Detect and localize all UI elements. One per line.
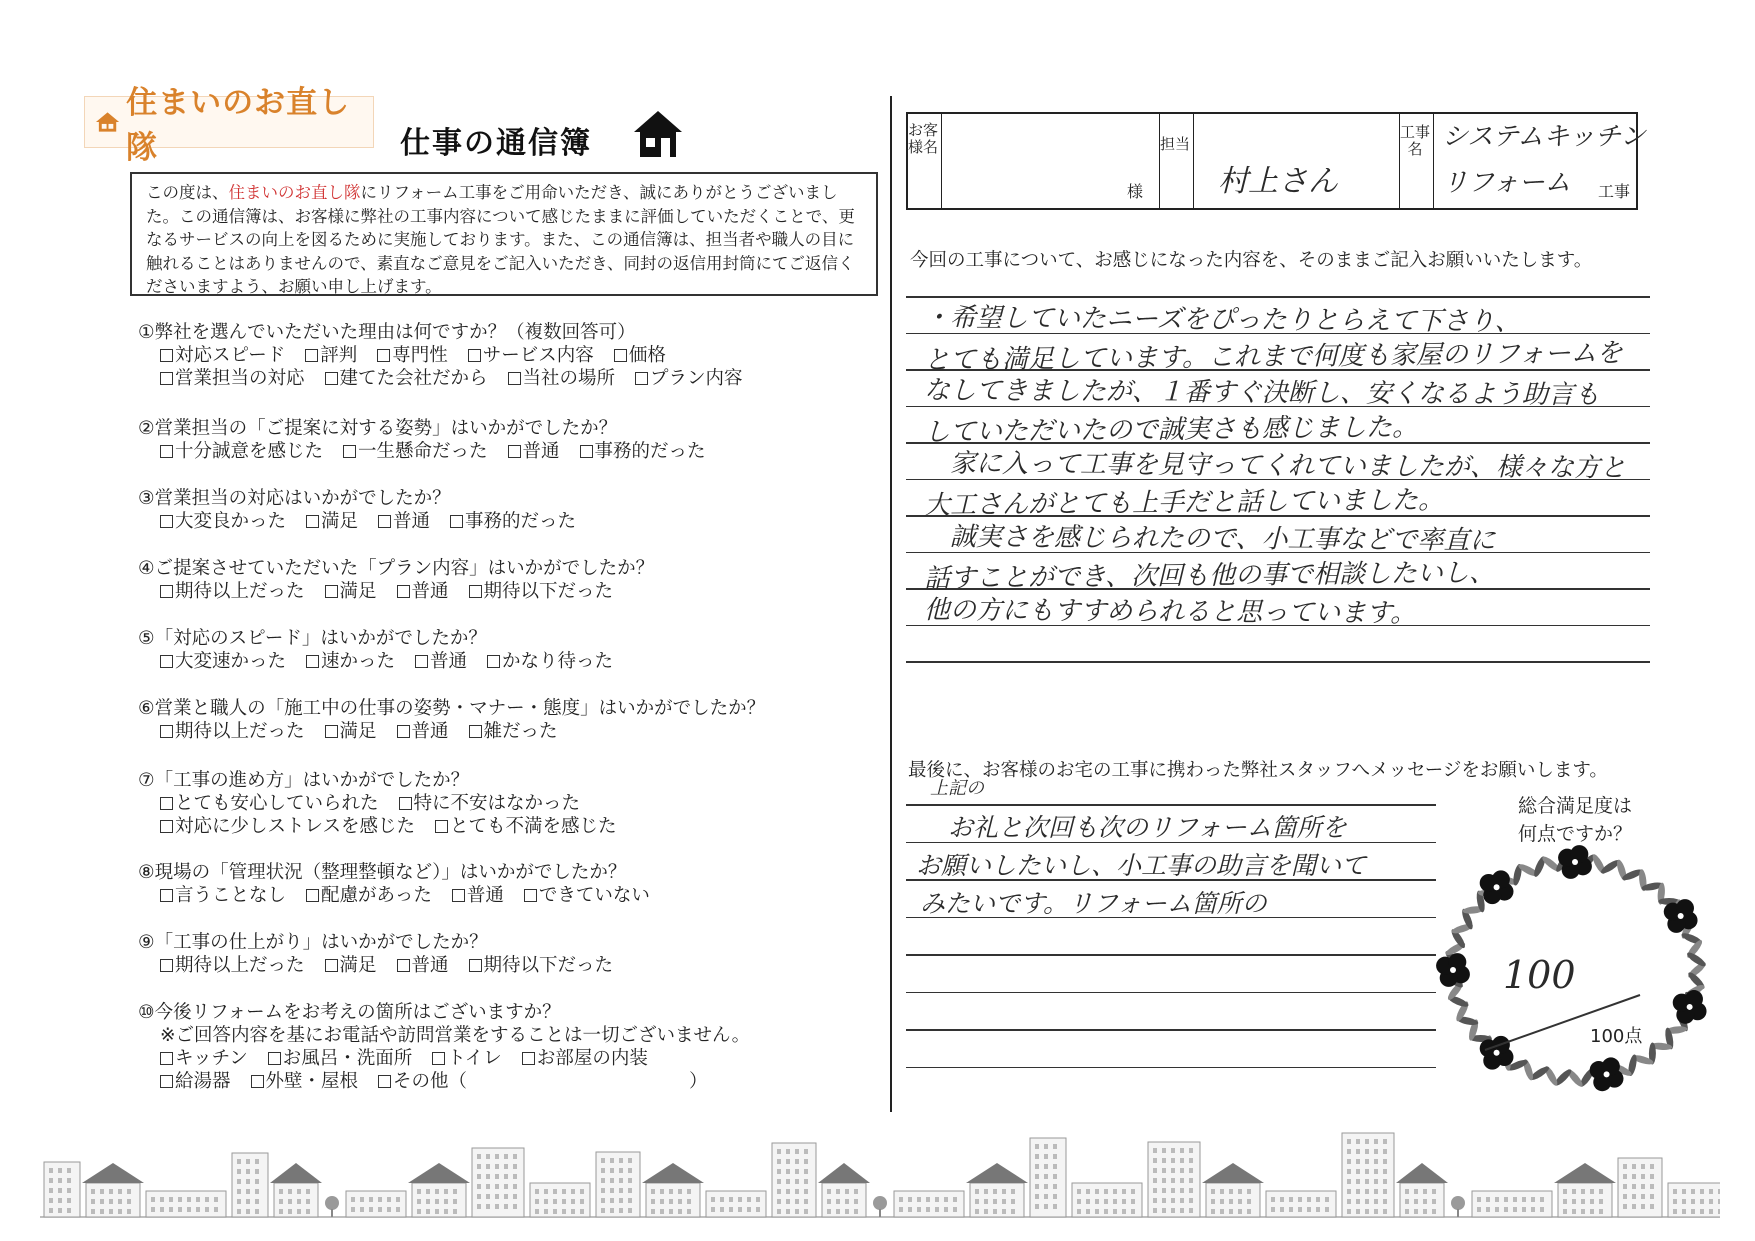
option-label: 事務的だった [594, 441, 706, 462]
option-checkbox[interactable] [325, 951, 377, 977]
option-label: 普通 [411, 581, 449, 602]
checkbox-icon[interactable] [397, 725, 410, 738]
option-row [160, 364, 763, 390]
staff-name-cell[interactable] [1194, 114, 1400, 208]
satisfaction-wreath[interactable] [1425, 840, 1725, 1100]
option-label: 特に不安はなかった [413, 793, 581, 814]
checkbox-icon[interactable] [160, 655, 173, 668]
option-row [160, 507, 596, 533]
house-icon [632, 108, 684, 160]
wreath-flower [1558, 845, 1592, 879]
checkbox-icon[interactable] [415, 655, 428, 668]
checkbox-icon[interactable] [306, 889, 319, 902]
question-2: ②営業担当の「ご提案に対する姿勢」はいかがでしたか？ [138, 418, 618, 439]
question-8: ⑧現場の「管理状況（整理整頓など）」はいかがでしたか？ [138, 862, 627, 883]
checkbox-icon[interactable] [522, 1052, 535, 1065]
option-label: サービス内容 [482, 345, 594, 366]
option-checkbox[interactable] [397, 951, 449, 977]
option-checkbox[interactable] [635, 364, 743, 390]
checkbox-icon[interactable] [160, 1052, 173, 1065]
staff-label-cell [1160, 114, 1194, 208]
option-row [160, 951, 633, 977]
checkbox-icon[interactable] [435, 820, 448, 833]
option-checkbox[interactable] [160, 507, 286, 533]
message-line: 上記の [930, 778, 984, 799]
page-title: 仕事の通信簿 [400, 126, 592, 161]
option-checkbox[interactable] [306, 647, 395, 673]
option-checkbox[interactable] [343, 437, 488, 463]
option-label: 外壁・屋根 [265, 1071, 359, 1092]
option-label: 大変速かった [175, 651, 287, 672]
option-label: 評判 [320, 345, 358, 366]
option-label: お部屋の内装 [536, 1048, 648, 1069]
option-label: 満足 [321, 511, 359, 532]
option-label: 期待以上だった [175, 721, 305, 742]
option-label: 事務的だった [465, 511, 577, 532]
building-icon [1472, 1191, 1552, 1217]
option-checkbox[interactable] [160, 717, 305, 743]
comment-line: なしてきましたが、１番すぐ決断し、安くなるよう助言も [923, 375, 1601, 411]
option-label: 普通 [393, 511, 431, 532]
option-label: 普通 [411, 721, 449, 742]
checkbox-icon[interactable] [377, 349, 390, 362]
option-checkbox[interactable] [450, 507, 576, 533]
checkbox-icon[interactable] [251, 1075, 264, 1088]
option-row [160, 1067, 728, 1093]
option-checkbox[interactable] [524, 881, 650, 907]
wreath-flower [1673, 990, 1707, 1024]
wreath-flower [1480, 870, 1514, 904]
question-1: ①弊社を選んでいただいた理由は何ですか？（複数回答可） [138, 322, 636, 343]
checkbox-icon[interactable] [160, 820, 173, 833]
option-label: 価格 [628, 345, 666, 366]
option-checkbox[interactable] [508, 437, 560, 463]
message-rule [906, 804, 1436, 806]
question-7: ⑦「工事の進め方」はいかがでしたか？ [138, 770, 470, 791]
option-label: 期待以下だった [483, 581, 614, 602]
work-label: 工事名 [1400, 123, 1431, 158]
option-checkbox[interactable] [469, 951, 614, 977]
satisfaction-label-line2: 何点ですか？ [1517, 823, 1632, 845]
checkbox-icon[interactable] [160, 959, 173, 972]
option-checkbox[interactable] [160, 647, 286, 673]
checkbox-icon[interactable] [160, 1075, 173, 1088]
option-label: 期待以下だった [483, 955, 614, 976]
option-checkbox[interactable] [397, 717, 449, 743]
option-checkbox[interactable] [160, 437, 323, 463]
option-row [160, 812, 636, 838]
wreath-leaf [1685, 950, 1707, 968]
checkbox-icon[interactable] [325, 585, 338, 598]
checkbox-icon[interactable] [469, 585, 482, 598]
comment-line: 大工さんがとても上手だと話していました。 [923, 484, 1445, 521]
intro-text [130, 172, 878, 296]
tree-icon [873, 1196, 887, 1210]
option-label: 十分誠意を感じた [175, 441, 324, 462]
option-checkbox[interactable] [325, 717, 377, 743]
checkbox-icon[interactable] [614, 349, 627, 362]
score-value: 100 [1503, 953, 1576, 997]
checkbox-icon[interactable] [268, 1052, 281, 1065]
work-label-cell [1400, 114, 1434, 208]
option-checkbox[interactable] [160, 951, 305, 977]
message-line: お礼と次回も次のリフォーム箇所を [948, 813, 1347, 842]
option-row [160, 437, 726, 463]
option-label: 一生懸命だった [358, 441, 488, 462]
comment-line: とても満足しています。これまで何度も家屋のリフォームを [923, 337, 1623, 376]
checkbox-icon[interactable] [160, 445, 173, 458]
option-label: とても不満を感じた [449, 816, 617, 837]
checkbox-icon[interactable] [487, 655, 500, 668]
checkbox-icon[interactable] [160, 725, 173, 738]
option-checkbox[interactable] [452, 881, 504, 907]
comment-line: ・希望していたニーズをぴったりとらえて下さり、 [923, 302, 1521, 338]
option-checkbox[interactable] [325, 364, 488, 390]
option-label: かなり待った [502, 651, 614, 672]
message-rule [906, 1067, 1436, 1069]
wreath-flower [1664, 899, 1698, 933]
checkbox-icon[interactable] [378, 1075, 391, 1088]
building-icon [1266, 1191, 1336, 1217]
option-label: 普通 [466, 885, 504, 906]
building-icon [1342, 1133, 1394, 1217]
intro-part1: この度は、 [146, 183, 229, 202]
message-rule [906, 1029, 1436, 1031]
option-checkbox[interactable] [469, 577, 614, 603]
option-label: キッチン [175, 1048, 248, 1069]
option-checkbox[interactable] [160, 812, 415, 838]
checkbox-icon[interactable] [397, 585, 410, 598]
question-4: ④ご提案させていただいた「プラン内容」はいかがでしたか？ [138, 558, 655, 579]
question-3: ③営業担当の対応はいかがでしたか？ [138, 488, 451, 509]
checkbox-icon[interactable] [325, 959, 338, 972]
option-label: 大変良かった [175, 511, 287, 532]
option-checkbox[interactable] [160, 364, 305, 390]
checkbox-icon[interactable] [325, 372, 338, 385]
option-label: できていない [538, 885, 650, 906]
option-label: プラン内容 [650, 368, 743, 389]
checkbox-icon[interactable] [160, 349, 173, 362]
option-label: 建てた会社だから [339, 368, 488, 389]
option-checkbox[interactable] [378, 507, 430, 533]
option-checkbox[interactable] [325, 577, 377, 603]
option-checkbox[interactable] [469, 717, 558, 743]
option-label: 普通 [522, 441, 560, 462]
option-label: 配慮があった [321, 885, 432, 906]
option-checkbox[interactable] [487, 647, 613, 673]
checkbox-icon[interactable] [452, 889, 465, 902]
checkbox-icon[interactable] [160, 372, 173, 385]
house-logo-icon [95, 110, 120, 134]
option-label: 期待以上だった [175, 581, 305, 602]
option-checkbox[interactable] [160, 881, 286, 907]
wreath-flower [1590, 1057, 1624, 1091]
message-line: みたいです。リフォーム箇所の [920, 889, 1267, 918]
checkbox-icon[interactable] [450, 515, 463, 528]
score-max-label: 100点 [1590, 1026, 1643, 1047]
checkbox-icon[interactable] [160, 585, 173, 598]
option-label: 対応に少しストレスを感じた [175, 816, 415, 837]
checkbox-icon[interactable] [306, 655, 319, 668]
logo-text: 住まいのお直し隊 [126, 85, 351, 166]
work-name-cell[interactable] [1434, 114, 1646, 208]
checkbox-icon[interactable] [508, 372, 521, 385]
question-5: ⑤「対応のスピード」はいかがでしたか？ [138, 628, 487, 649]
customer-label: お客様名 [908, 121, 939, 156]
option-checkbox[interactable] [415, 647, 467, 673]
option-checkbox[interactable] [508, 364, 616, 390]
building-icon [894, 1191, 964, 1217]
message-rule [906, 992, 1436, 994]
customer-label-cell [908, 114, 942, 208]
building-icon [146, 1191, 226, 1217]
checkbox-icon[interactable] [325, 725, 338, 738]
customer-name-cell[interactable] [942, 114, 1160, 208]
comment-line: 家に入って工事を見守ってくれていましたが、様々な方と [923, 448, 1627, 484]
option-checkbox[interactable] [251, 1067, 359, 1093]
staff-name-value: 村上さん [1218, 164, 1338, 199]
message-prompt: 最後に、お客様のお宅の工事に携わった弊社スタッフへメッセージをお願いします。 [908, 760, 1608, 781]
checkbox-icon[interactable] [160, 889, 173, 902]
checkbox-icon[interactable] [305, 349, 318, 362]
wreath-flower [1436, 953, 1470, 987]
checkbox-icon[interactable] [635, 372, 648, 385]
option-label: 満足 [339, 955, 377, 976]
option-label: 雑だった [483, 721, 558, 742]
option-label: 対応スピード [175, 345, 286, 366]
option-checkbox[interactable] [306, 507, 358, 533]
checkbox-icon[interactable] [160, 797, 173, 810]
tree-icon [325, 1196, 339, 1210]
question-note: ※ご回答内容を基にお電話や訪問営業をすることは一切ございません。 [160, 1025, 751, 1046]
option-checkbox[interactable] [160, 1067, 231, 1093]
option-checkbox[interactable] [306, 881, 432, 907]
checkbox-icon[interactable] [469, 959, 482, 972]
work-value-line1: システムキッチン [1442, 122, 1646, 152]
checkbox-icon[interactable] [306, 515, 319, 528]
option-label: その他（ ） [393, 1071, 708, 1092]
option-label: 満足 [339, 721, 377, 742]
satisfaction-label-line1: 総合満足度は [1517, 795, 1632, 817]
comment-line: していただいたので誠実さも感じました。 [923, 411, 1419, 448]
building-icon [346, 1191, 406, 1217]
option-label: 普通 [430, 651, 468, 672]
option-checkbox[interactable] [378, 1067, 708, 1093]
option-label: 営業担当の対応 [175, 368, 305, 389]
company-logo [84, 85, 374, 166]
building-icon [706, 1191, 766, 1217]
option-checkbox[interactable] [435, 812, 617, 838]
comment-line: 話すことができ、次回も他の事で相談したいし、 [923, 557, 1496, 594]
checkbox-icon[interactable] [432, 1052, 445, 1065]
option-row [160, 647, 633, 673]
comment-line: 他の方にもすすめられると思っています。 [923, 595, 1417, 629]
checkbox-icon[interactable] [580, 445, 593, 458]
checkbox-icon[interactable] [508, 445, 521, 458]
checkbox-icon[interactable] [469, 725, 482, 738]
option-label: お風呂・洗面所 [282, 1048, 413, 1069]
option-label: 当社の場所 [522, 368, 616, 389]
center-divider [890, 96, 892, 1112]
info-table [906, 112, 1646, 210]
option-row [160, 717, 578, 743]
checkbox-icon[interactable] [399, 797, 412, 810]
option-label: とても安心していられた [175, 793, 379, 814]
option-label: 言うことなし [175, 885, 287, 906]
town-illustration [40, 1125, 1720, 1225]
option-row [160, 577, 633, 603]
checkbox-icon[interactable] [160, 515, 173, 528]
intro-company-name: 住まいのお直し隊 [228, 183, 361, 202]
option-row [160, 881, 670, 907]
message-rule [906, 954, 1436, 956]
tree-icon [1451, 1196, 1465, 1210]
comment-line: 誠実さを感じられたので、小工事などで率直に [923, 522, 1496, 556]
option-label: 普通 [411, 955, 449, 976]
question-6: ⑥営業と職人の「施工中の仕事の姿勢・マナー・態度」はいかがでしたか？ [138, 698, 766, 719]
option-label: 満足 [339, 581, 377, 602]
checkbox-icon[interactable] [343, 445, 356, 458]
checkbox-icon[interactable] [524, 889, 537, 902]
checkbox-icon[interactable] [397, 959, 410, 972]
staff-label: 担当 [1160, 135, 1191, 153]
option-checkbox[interactable] [397, 577, 449, 603]
option-label: 専門性 [392, 345, 448, 366]
checkbox-icon[interactable] [378, 515, 391, 528]
option-checkbox[interactable] [160, 577, 305, 603]
option-label: 速かった [321, 651, 396, 672]
checkbox-icon[interactable] [468, 349, 481, 362]
comment-prompt: 今回の工事について、お感じになった内容を、そのままご記入お願いいたします。 [910, 250, 1593, 271]
work-suffix: 工事 [1597, 182, 1630, 201]
comment-rule [906, 661, 1650, 663]
intro-part2: にリフォーム工事をご用命いただき、誠にありがとうございました。この通信簿は、お客様に弊社の工事内容について感じたままに評価していただくことで、更なるサービスの向上を図るために実施しております。また、この通信簿は、担当者や職人の目に触れることはありませんので、素直なご意見をご記入いただき、同封の返信用封筒にてご返信くださいますよう、お願い申し上げます。 [146, 183, 855, 296]
question-9: ⑨「工事の仕上がり」はいかがでしたか？ [138, 932, 488, 953]
question-10: ⑩今後リフォームをお考えの箇所はございますか？ [138, 1002, 561, 1023]
customer-suffix: 様 [1126, 182, 1143, 201]
option-label: 給湯器 [175, 1071, 231, 1092]
message-line: お願いしたいし、小工事の助言を聞いて [916, 851, 1367, 880]
option-label: 期待以上だった [175, 955, 305, 976]
option-label: トイレ [447, 1048, 502, 1069]
option-checkbox[interactable] [580, 437, 706, 463]
work-value-line2: リフォーム [1442, 168, 1571, 198]
